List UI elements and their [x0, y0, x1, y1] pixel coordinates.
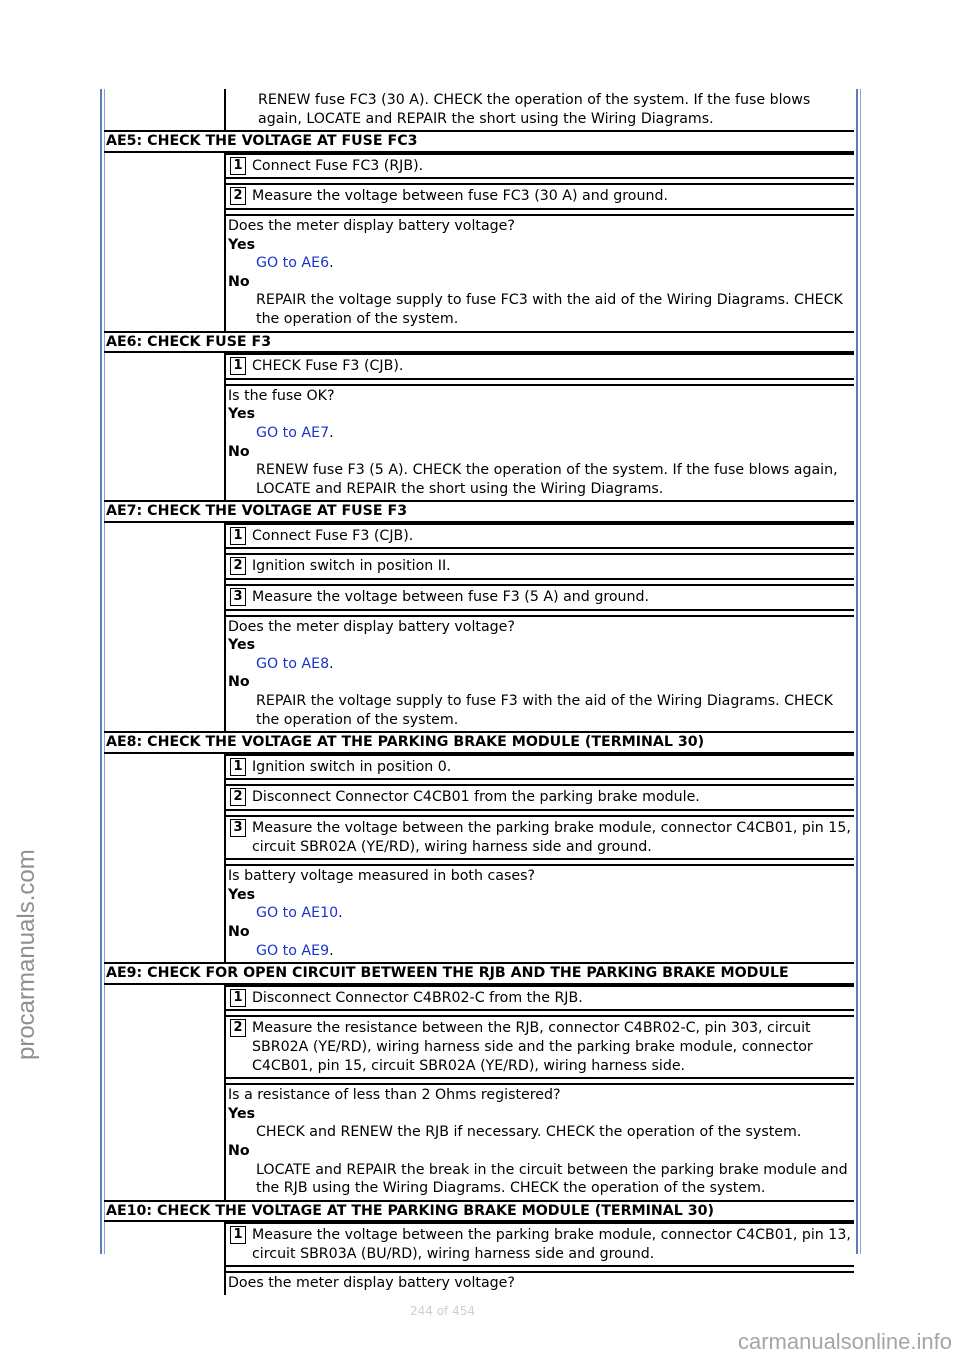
step-number: 2: [230, 1019, 246, 1037]
step-row: [226, 584, 854, 611]
section-heading: AE9: CHECK FOR OPEN CIRCUIT BETWEEN THE RJB AND THE PARKING BRAKE MODULE: [104, 962, 854, 985]
left-margin-line: [100, 89, 102, 1254]
yes-action-text: CHECK and RENEW the RJB if necessary. CHECK the operation of the system.: [256, 1124, 802, 1141]
section-heading: AE5: CHECK THE VOLTAGE AT FUSE FC3: [104, 130, 854, 153]
step-number: 1: [230, 357, 246, 375]
step-text: Connect Fuse FC3 (RJB).: [252, 157, 424, 174]
step-number: 1: [230, 989, 246, 1007]
diagnostic-procedure-table: [104, 89, 854, 1295]
section-body: [104, 754, 854, 962]
step-row: [226, 523, 854, 550]
step-number: 3: [230, 588, 246, 606]
yes-label: Yes: [228, 406, 256, 423]
question-block: Does the meter display battery voltage? Yes GO to AE6. No REPAIR the voltage supply to fuse FC3 with the aid of the Wiring Diagrams. CHECK the operation of the system.: [226, 214, 854, 331]
question-block: Does the meter display battery voltage? Yes GO to AE8. No REPAIR the voltage supply to fuse F3 with the aid of the Wiring Diagrams. CHECK the operation of the system.: [226, 615, 854, 732]
question-text: Is battery voltage measured in both cases?: [228, 868, 536, 885]
bottom-watermark: carmanualsonline.info: [737, 1329, 952, 1355]
question-block: [226, 1083, 854, 1200]
yes-label: Yes: [228, 236, 256, 253]
step-text: Measure the voltage between fuse FC3 (30 A) and ground.: [252, 188, 668, 205]
no-label: No: [228, 273, 250, 290]
yes-label: Yes: [228, 637, 256, 654]
section-body: [104, 523, 854, 731]
step-number: 2: [230, 187, 246, 205]
no-label: No: [228, 923, 250, 940]
step-row: [226, 815, 854, 860]
step-text: CHECK Fuse F3 (CJB).: [252, 358, 404, 375]
question-block: Is the fuse OK? Yes GO to AE7. No RENEW fuse F3 (5 A). CHECK the operation of the system. If the fuse blows again, LOCATE and REPAIR the short using the Wiring Diagrams.: [226, 384, 854, 501]
step-text: Measure the voltage between the parking brake module, connector C4CB01, pin 15, circuit SBR02A (YE/RD), wiring harness side and ground.: [252, 820, 851, 855]
side-watermark: procarmanuals.com: [13, 849, 40, 1060]
section-heading: AE10: CHECK THE VOLTAGE AT THE PARKING BRAKE MODULE (TERMINAL 30): [104, 1200, 854, 1223]
go-to-ae9-link[interactable]: GO to AE9: [256, 942, 330, 959]
question-text: Is the fuse OK?: [228, 387, 335, 404]
no-label: No: [228, 1142, 250, 1159]
step-text: Measure the resistance between the RJB, connector C4BR02-C, pin 303, circuit SBR02A (YE/RD), wiring harness side and the parking brake module, connector C4CB01, pin 15, circuit SBR02A (YE/RD), wiring harness side.: [252, 1020, 813, 1074]
no-action-text: RENEW fuse F3 (5 A). CHECK the operation of the system. If the fuse blows again, LOCATE and REPAIR the short using the Wiring Diagrams.: [256, 462, 838, 497]
section-body: [104, 153, 854, 331]
step-row: [226, 153, 854, 180]
question-block: [226, 1271, 854, 1295]
continuation-row: [104, 89, 854, 130]
section-body: [104, 353, 854, 500]
step-row: [226, 1222, 854, 1267]
step-row: [226, 784, 854, 811]
go-to-ae6-link[interactable]: GO to AE6: [256, 255, 330, 272]
no-action-text: LOCATE and REPAIR the break in the circuit between the parking brake module and the RJB using the Wiring Diagrams. CHECK the operation of the system.: [256, 1161, 848, 1197]
right-margin-line: [856, 89, 858, 1254]
step-text: Disconnect Connector C4BR02-C from the RJB.: [252, 989, 583, 1006]
yes-label: Yes: [228, 886, 256, 903]
step-number: 3: [230, 819, 246, 837]
step-text: Measure the voltage between fuse F3 (5 A) and ground.: [252, 589, 650, 606]
continuation-text: RENEW fuse FC3 (30 A). CHECK the operation of the system. If the fuse blows again, LOCATE and REPAIR the short using the Wiring Diagrams.: [258, 92, 811, 127]
question-text: Does the meter display battery voltage?: [228, 1275, 515, 1292]
step-text: Connect Fuse F3 (CJB).: [252, 527, 414, 544]
question-block: Is battery voltage measured in both cases? Yes GO to AE10. No GO to AE9.: [226, 864, 854, 962]
right-margin-line-inner: [860, 89, 861, 1254]
step-row: [226, 754, 854, 781]
step-text: Disconnect Connector C4CB01 from the parking brake module.: [252, 789, 700, 806]
section-heading: AE7: CHECK THE VOLTAGE AT FUSE F3: [104, 500, 854, 523]
step-number: 2: [230, 557, 246, 575]
step-text: Ignition switch in position II.: [252, 558, 451, 575]
no-action-text: REPAIR the voltage supply to fuse F3 with the aid of the Wiring Diagrams. CHECK the operation of the system.: [256, 693, 833, 728]
step-row: [226, 553, 854, 580]
go-to-ae7-link[interactable]: GO to AE7: [256, 424, 330, 441]
section-body: [104, 1222, 854, 1295]
question-text: Does the meter display battery voltage?: [228, 217, 515, 234]
step-row: [226, 353, 854, 380]
yes-label: Yes: [228, 1105, 256, 1122]
step-text: Ignition switch in position 0.: [252, 758, 452, 775]
step-row: [226, 1015, 854, 1079]
step-number: 1: [230, 1226, 246, 1244]
section-heading: AE8: CHECK THE VOLTAGE AT THE PARKING BRAKE MODULE (TERMINAL 30): [104, 731, 854, 754]
question-text: Does the meter display battery voltage?: [228, 618, 515, 635]
go-to-ae10-link[interactable]: GO to AE10: [256, 905, 339, 922]
step-row: [226, 183, 854, 210]
no-label: No: [228, 443, 250, 460]
question-text: Is a resistance of less than 2 Ohms registered?: [228, 1087, 561, 1104]
no-label: No: [228, 674, 250, 691]
no-action-text: REPAIR the voltage supply to fuse FC3 with the aid of the Wiring Diagrams. CHECK the operation of the system.: [256, 292, 843, 327]
section-body: [104, 985, 854, 1200]
step-number: 2: [230, 788, 246, 806]
step-row: [226, 985, 854, 1012]
step-text: Measure the voltage between the parking brake module, connector C4CB01, pin 13, circuit SBR03A (BU/RD), wiring harness side and ground.: [252, 1227, 851, 1262]
step-number: 1: [230, 527, 246, 545]
page-number: 244 of 454: [410, 1304, 476, 1318]
step-number: 1: [230, 157, 246, 175]
section-heading: AE6: CHECK FUSE F3: [104, 331, 854, 354]
go-to-ae8-link[interactable]: GO to AE8: [256, 655, 330, 672]
step-number: 1: [230, 758, 246, 776]
